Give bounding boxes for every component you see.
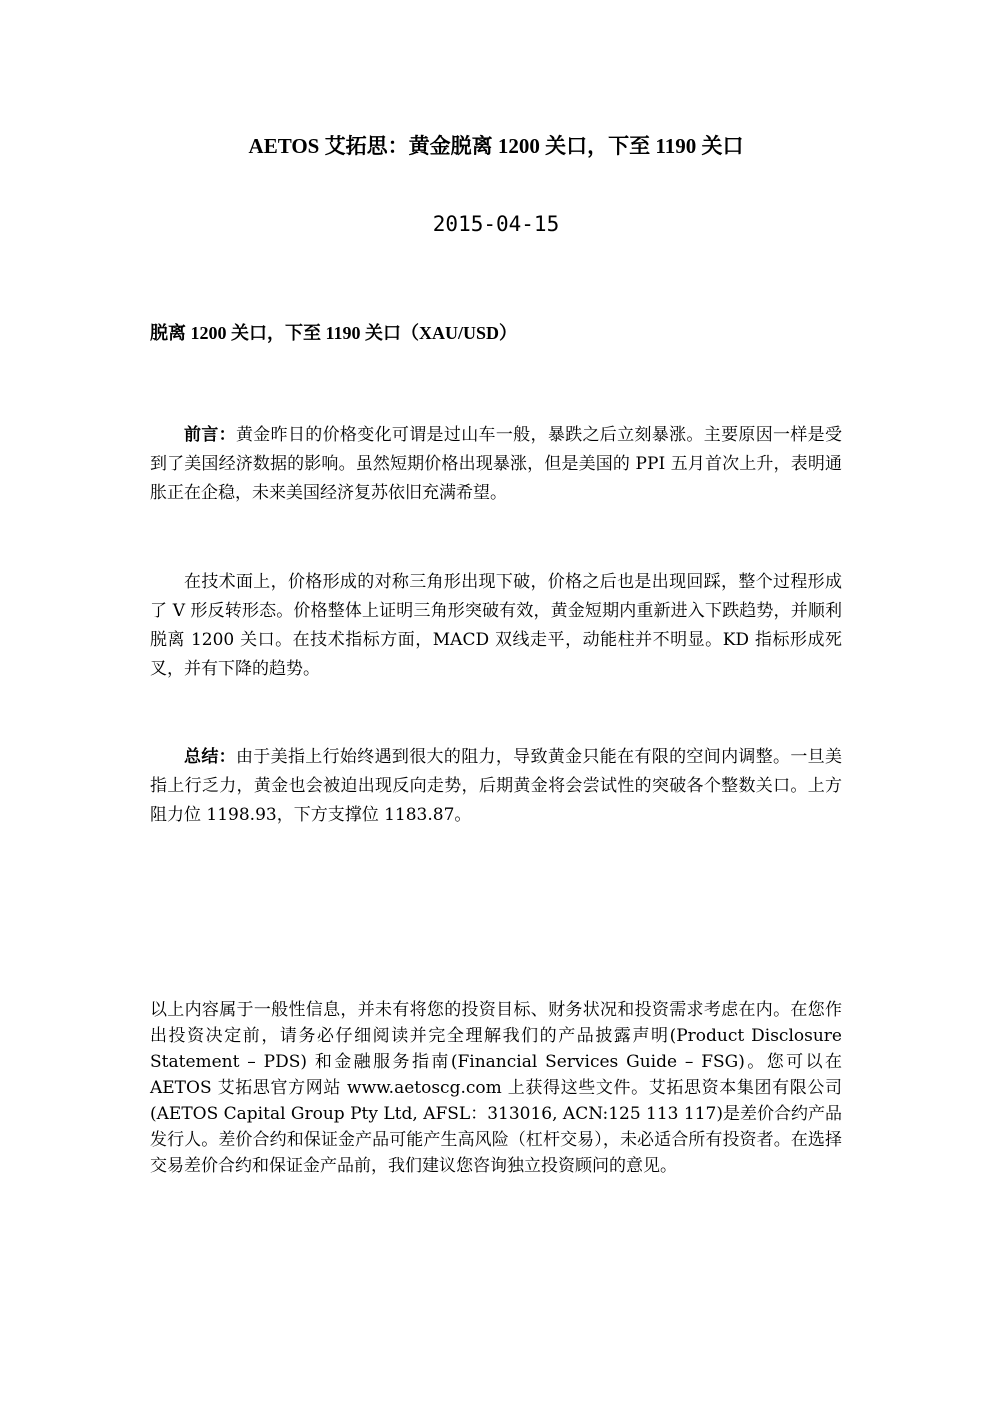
technical-paragraph [150,568,842,684]
section-subtitle: 脱离 1200 关口，下至 1190 关口（XAU/USD） [150,323,518,343]
preface-text: 黄金昨日的价格变化可谓是过山车一般，暴跌之后立刻暴涨。主要原因一样是受到了美国经济数据的影响。虽然短期价格出现暴涨，但是美国的 PPI 五月首次上升，表明通胀正在企稳，未来美国经济复苏依旧充满希望。 [150,425,843,503]
summary-paragraph [150,743,842,830]
summary-label: 总结： [184,747,236,767]
preface-paragraph [150,421,842,508]
technical-text: 在技术面上，价格形成的对称三角形出现下破，价格之后也是出现回踩，整个过程形成了 V 形反转形态。价格整体上证明三角形突破有效，黄金短期内重新进入下跌趋势，并顺利脱离 1200 关口。在技术指标方面，MACD 双线走平，动能柱并不明显。KD 指标形成死叉，并有下降的趋势。 [150,572,842,679]
document-date: 2015-04-15 [432,212,560,236]
disclaimer-paragraph: 以上内容属于一般性信息，并未有将您的投资目标、财务状况和投资需求考虑在内。在您作出投资决定前，请务必仔细阅读并完全理解我们的产品披露声明(Product Disclosure Statement – PDS) 和金融服务指南(Financial Services Guide – FSG)。您可以在 AETOS 艾拓思官方网站 www.aetoscg.com 上获得这些文件。艾拓思资本集团有限公司(AETOS Capital Group Pty Ltd, AFSL：313016, ACN:125 113 117)是差价合约产品发行人。差价合约和保证金产品可能产生高风险（杠杆交易），未必适合所有投资者。在选择交易差价合约和保证金产品前，我们建议您咨询独立投资顾问的意见。 [150,1000,842,1176]
summary-text: 由于美指上行始终遇到很大的阻力，导致黄金只能在有限的空间内调整。一旦美指上行乏力，黄金也会被迫出现反向走势，后期黄金将会尝试性的突破各个整数关口。上方阻力位 1198.93，下方支撑位 1183.87。 [150,747,843,825]
document-title: AETOS 艾拓思：黄金脱离 1200 关口，下至 1190 关口 [248,134,744,158]
preface-label: 前言： [184,425,236,445]
